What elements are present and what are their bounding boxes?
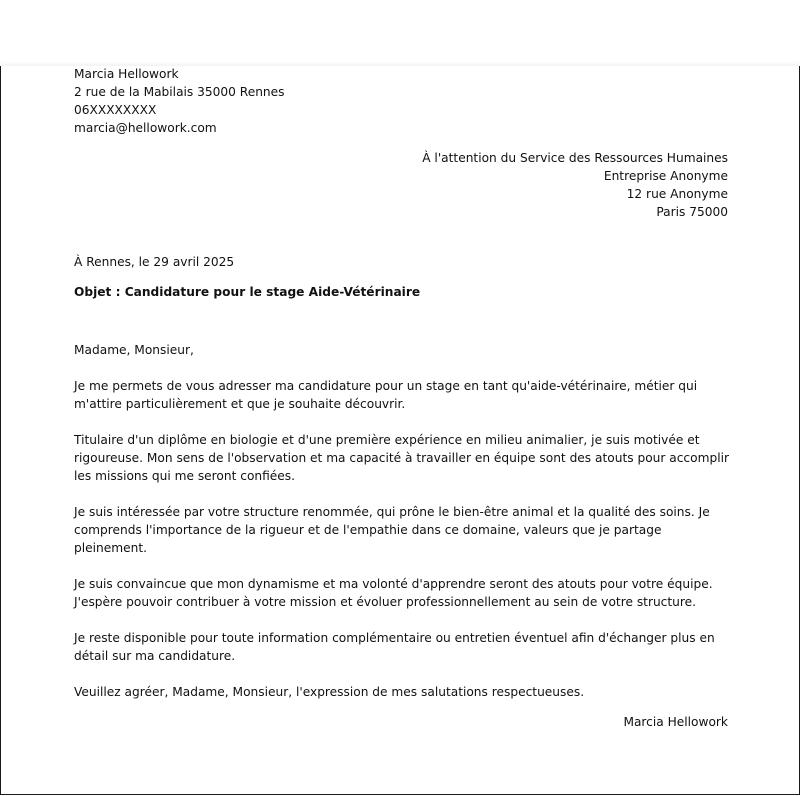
paragraph-motivation: Je suis intéressée par votre structure renommée, qui prône le bien-être animal et la qualité des soins. Je comprends l'importance de la rigueur et de l'empathie dans ce domaine, valeurs que je partage pleinement.	[74, 505, 710, 555]
paragraph-contribution: Je suis convaincue que mon dynamisme et ma volonté d'apprendre seront des atouts pour votre équipe. J'espère pouvoir contribuer à votre mission et évoluer professionnellement au sein de votre structure.	[74, 577, 713, 609]
recipient-block	[422, 149, 728, 221]
paragraph-qualifications: Titulaire d'un diplôme en biologie et d'une première expérience en milieu animalier, je suis motivée et rigoureuse. Mon sens de l'observation et ma capacité à travailler en équipe sont des atouts pour accomplir les missions qui me seront confiées.	[74, 433, 729, 483]
recipient-street: 12 rue Anonyme	[626, 187, 728, 201]
letter-subject: Objet : Candidature pour le stage Aide-Vétérinaire	[74, 285, 421, 299]
top-band	[0, 0, 800, 66]
sender-email: marcia@hellowork.com	[74, 121, 217, 135]
sender-block	[74, 65, 285, 137]
sender-name: Marcia Hellowork	[74, 67, 179, 81]
letter-date: À Rennes, le 29 avril 2025	[74, 255, 235, 269]
signature: Marcia Hellowork	[623, 715, 728, 729]
recipient-attention: À l'attention du Service des Ressources Humaines	[422, 151, 728, 165]
letter-body	[74, 341, 734, 719]
cover-letter	[0, 66, 800, 795]
sender-phone: 06XXXXXXXX	[74, 103, 157, 117]
paragraph-closing: Veuillez agréer, Madame, Monsieur, l'expression de mes salutations respectueuses.	[74, 685, 585, 699]
sender-address: 2 rue de la Mabilais 35000 Rennes	[74, 85, 285, 99]
paragraph-intro: Je me permets de vous adresser ma candidature pour un stage en tant qu'aide-vétérinaire, métier qui m'attire particulièrement et que je souhaite découvrir.	[74, 379, 698, 411]
recipient-city: Paris 75000	[656, 205, 728, 219]
paragraph-availability: Je reste disponible pour toute information complémentaire ou entretien éventuel afin d'échanger plus en détail sur ma candidature.	[74, 631, 715, 663]
greeting: Madame, Monsieur,	[74, 343, 194, 357]
recipient-company: Entreprise Anonyme	[603, 169, 728, 183]
